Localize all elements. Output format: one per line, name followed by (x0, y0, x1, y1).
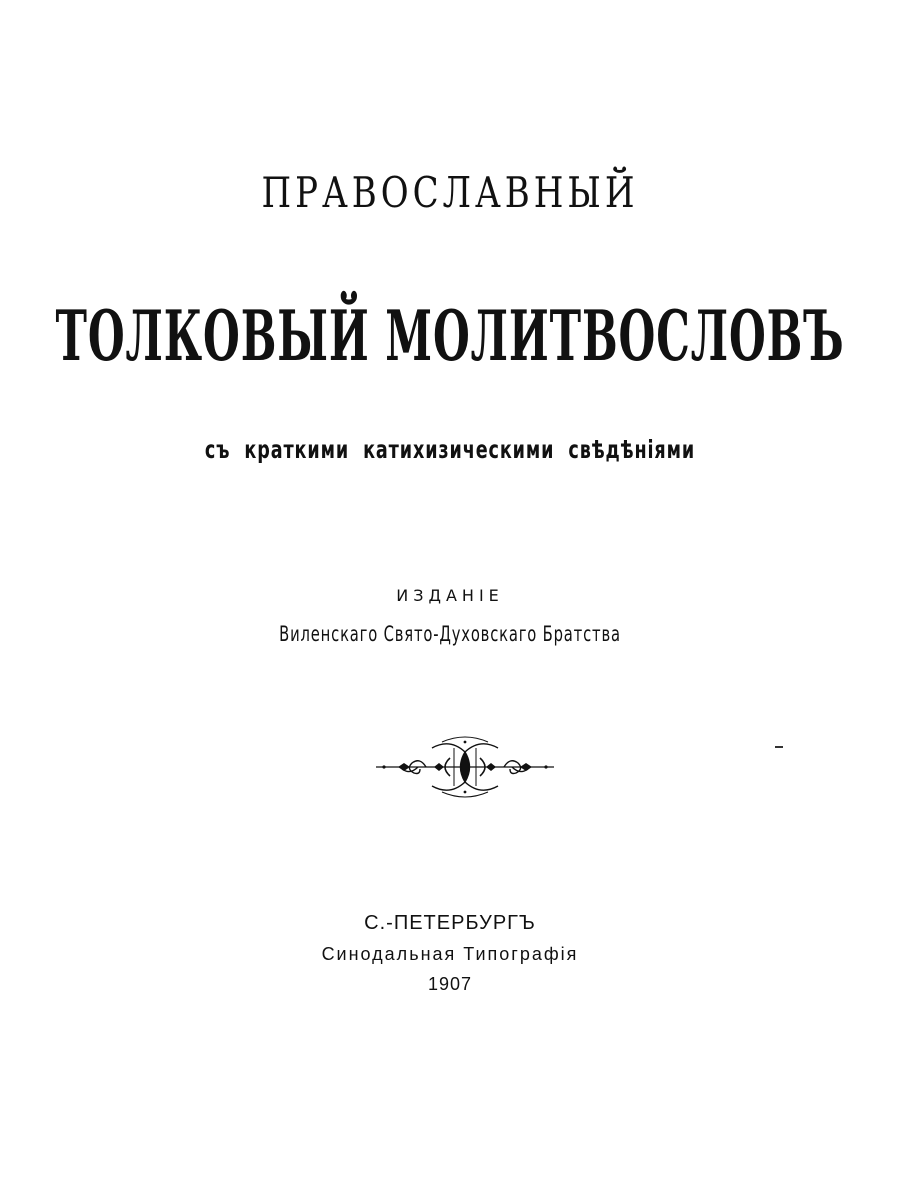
publication-city: С.-ПЕТЕРБУРГЪ (364, 912, 536, 934)
publication-year: 1907 (427, 974, 473, 994)
pre-title: ПРАВОСЛАВНЫЙ (261, 168, 639, 218)
printer-name: Синодальная Типографія (321, 944, 579, 964)
floral-vignette-icon (370, 734, 560, 800)
subtitle: съ краткими катихизическими свѣдѣніями (204, 434, 696, 464)
edition-label: ИЗДАНІЕ (396, 586, 504, 605)
publisher-name: Виленскаго Свято-Духовскаго Братства (279, 622, 621, 648)
main-title: ТОЛКОВЫЙ МОЛИТВОСЛОВЪ (55, 296, 845, 378)
stray-print-mark (775, 746, 783, 748)
